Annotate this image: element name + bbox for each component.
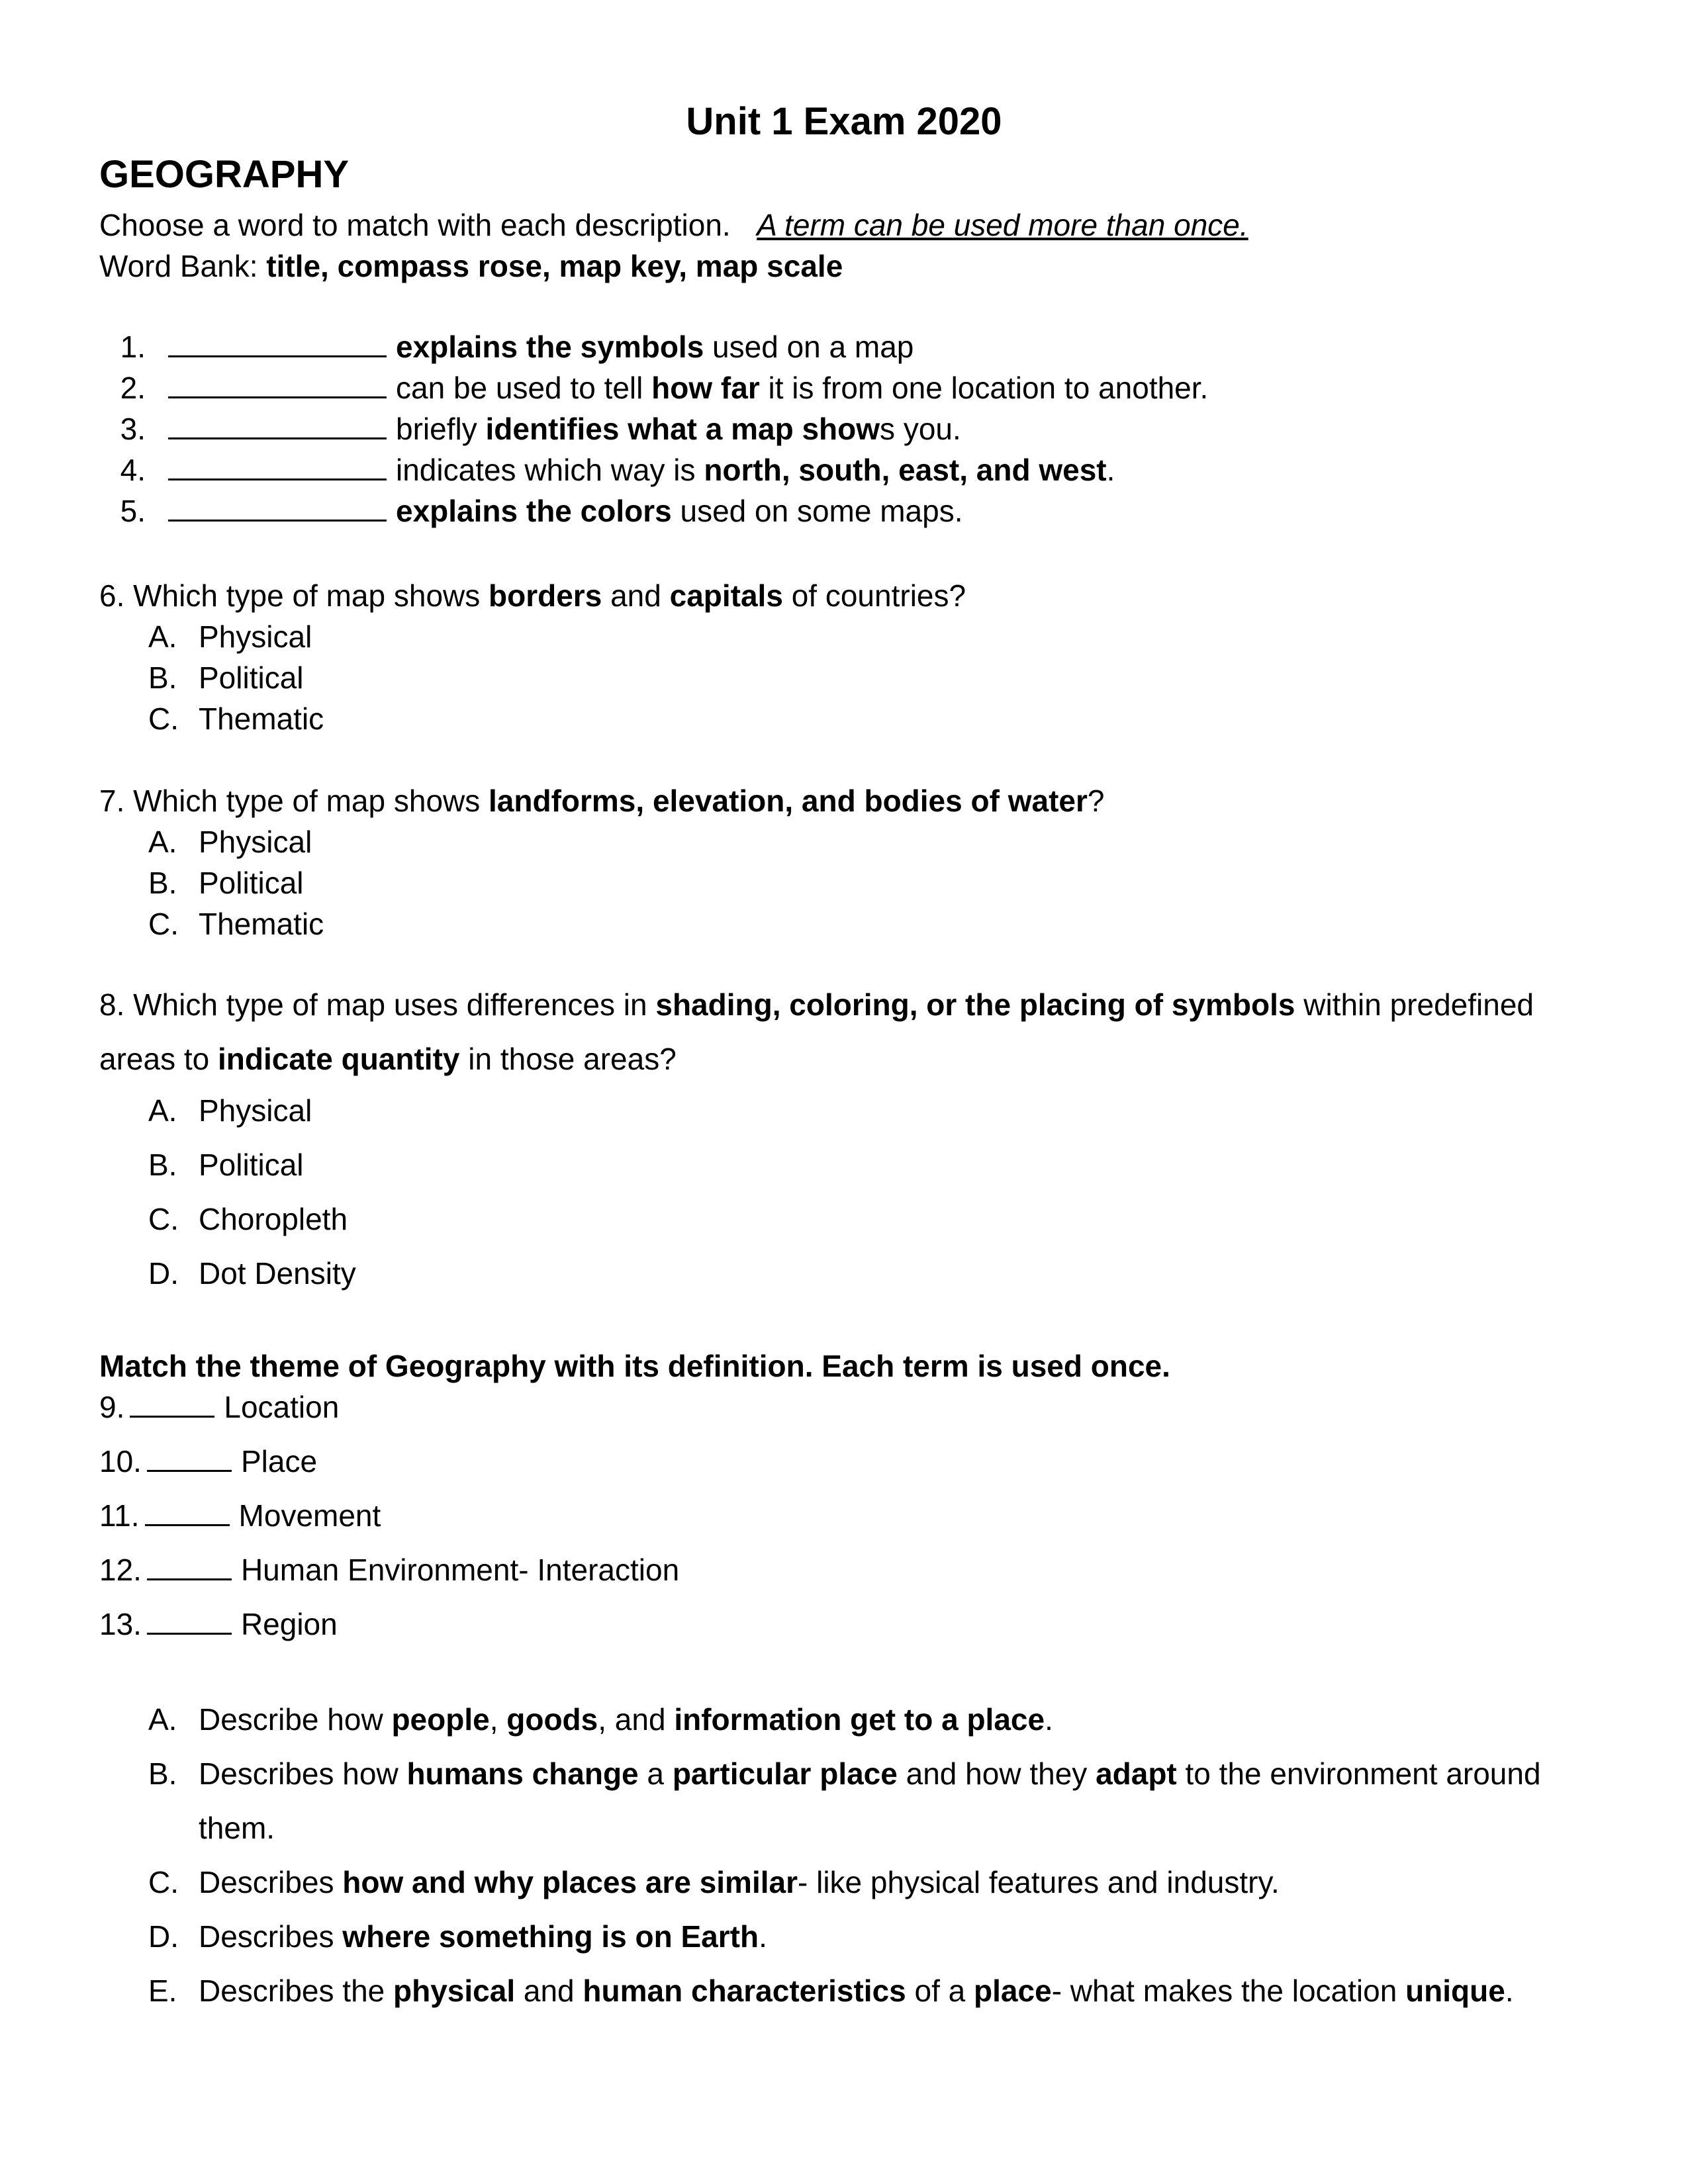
text-segment: . [1505,1974,1514,2008]
text-segment: physical [393,1974,516,2008]
instructions [99,206,1248,244]
text-segment: used on a map [704,330,914,364]
text-segment: and [515,1974,583,2008]
option-text: Political [199,1148,304,1182]
definition-letter: E. [148,1974,177,2008]
answer-blank[interactable] [145,1498,230,1526]
themes-heading: Match the theme of Geography with its definition. Each term is used once. [99,1349,1170,1383]
text-segment: where something is on Earth [342,1919,759,1954]
option-letter: B. [148,866,177,900]
option-letter: C. [148,702,179,736]
answer-option[interactable] [148,864,304,901]
text-segment: identifies what a map show [485,412,880,446]
text-segment: shading, coloring, or the placing of symbols [655,987,1295,1022]
item-number: 13. [99,1607,142,1641]
option-text: Political [199,660,304,695]
theme-item [99,1497,381,1534]
matching-item [99,369,1208,406]
answer-blank[interactable] [147,1443,232,1472]
text-segment: goods [506,1702,598,1737]
option-text: Physical [199,825,312,859]
definition-item [148,1701,1053,1738]
answer-option[interactable] [148,659,304,696]
text-segment: borders [489,578,602,613]
text-segment: adapt [1096,1756,1177,1791]
word-bank [99,248,843,285]
text-segment: how and why places are similar [342,1865,798,1899]
text-segment: to the environment around [1176,1756,1541,1791]
text-segment: , and [598,1702,675,1737]
definition-letter: C. [148,1865,179,1899]
text-segment: indicate quantity [218,1042,460,1076]
answer-blank[interactable] [147,1552,232,1580]
word-bank-terms: title, compass rose, map key, map scale [266,249,843,283]
theme-term: Human Environment- Interaction [240,1553,680,1587]
item-number: 3. [120,412,146,446]
text-segment: particular place [672,1756,898,1791]
answer-option[interactable] [148,618,312,655]
text-segment: and [602,578,670,613]
theme-item [99,1443,317,1480]
answer-option[interactable] [148,823,312,860]
text-segment: areas to [99,1042,218,1076]
text-segment: of countries? [782,578,966,613]
text-segment: used on some maps. [671,494,963,528]
text-segment: Describe how [199,1702,392,1737]
page-title: Unit 1 Exam 2020 [686,100,1002,143]
item-number: 12. [99,1553,142,1587]
option-letter: B. [148,660,177,695]
text-segment: in those areas? [459,1042,677,1076]
text-segment: Describes [199,1865,343,1899]
definition-continuation: them. [199,1811,275,1845]
option-text: Political [199,866,304,900]
text-segment: Describes how [199,1756,407,1791]
answer-blank[interactable] [130,1389,214,1418]
theme-item [99,1606,338,1643]
text-segment: people [391,1702,490,1737]
option-letter: B. [148,1148,177,1182]
option-letter: A. [148,1093,177,1128]
matching-item [99,410,961,447]
option-text: Physical [199,619,312,654]
definition-letter: D. [148,1919,179,1954]
option-letter: A. [148,619,177,654]
text-segment: north, south, east, and west [704,453,1107,487]
answer-blank[interactable] [168,370,387,398]
answer-option[interactable] [148,1146,304,1183]
answer-option[interactable] [148,700,324,737]
option-text: Physical [199,1093,312,1128]
text-segment: within predefined [1295,987,1534,1022]
text-segment: a [638,1756,673,1791]
answer-blank[interactable] [168,329,387,357]
definition-item [148,1755,1541,1792]
option-text: Choropleth [199,1202,348,1236]
text-segment: explains the colors [396,494,672,528]
text-segment: unique [1405,1974,1505,2008]
text-segment: how far [651,371,760,405]
item-number: 10. [99,1444,142,1479]
text-segment: , [489,1702,507,1737]
question-8-line-1 [99,986,1534,1023]
option-letter: D. [148,1256,179,1291]
theme-term: Place [240,1444,318,1479]
text-segment: explains the symbols [396,330,704,364]
text-segment: . [759,1919,767,1954]
text-segment: ? [1087,784,1105,818]
option-letter: A. [148,825,177,859]
item-number: 4. [120,453,146,487]
text-segment: information get to a place [674,1702,1045,1737]
answer-option[interactable] [148,1092,312,1129]
section-heading: GEOGRAPHY [99,153,350,196]
answer-option[interactable] [148,1201,348,1238]
text-segment: . [1045,1702,1053,1737]
text-segment: - what makes the location [1051,1974,1406,2008]
theme-item [99,1551,679,1588]
theme-term: Movement [238,1498,381,1533]
text-segment: can be used to tell [396,371,652,405]
question-8-line-2 [99,1040,677,1077]
item-number: 5. [120,494,146,528]
answer-blank[interactable] [168,493,387,522]
text-segment: briefly [396,412,486,446]
question-7 [99,782,1104,819]
option-text: Thematic [199,702,324,736]
text-segment: 7. Which type of map shows [99,784,489,818]
item-number: 9. [99,1390,125,1424]
answer-option[interactable] [148,905,324,942]
option-text: Thematic [199,907,324,941]
item-number: 11. [99,1498,140,1533]
text-segment: it is from one location to another. [759,371,1209,405]
matching-item [99,451,1115,488]
text-segment: place [974,1974,1052,2008]
text-segment: 8. Which type of map uses differences in [99,987,656,1022]
definition-letter: A. [148,1702,177,1737]
option-letter: C. [148,1202,179,1236]
item-number: 1. [120,330,146,364]
text-segment: s you. [880,412,961,446]
answer-blank[interactable] [147,1606,232,1635]
text-segment: landforms, elevation, and bodies of water [489,784,1088,818]
text-segment: humans change [406,1756,639,1791]
matching-item [99,492,963,529]
definition-item [148,1918,767,1955]
text-segment: indicates which way is [396,453,704,487]
definition-item [148,1864,1280,1901]
theme-item [99,1388,339,1426]
text-segment: of a [906,1974,974,2008]
item-number: 2. [120,371,146,405]
answer-blank[interactable] [168,411,387,439]
theme-term: Region [240,1607,338,1641]
option-letter: C. [148,907,179,941]
answer-option[interactable] [148,1255,356,1292]
text-segment: capitals [669,578,783,613]
text-segment: Describes [199,1919,343,1954]
text-segment: 6. Which type of map shows [99,578,489,613]
text-segment: human characteristics [583,1974,906,2008]
option-text: Dot Density [199,1256,356,1291]
definition-item [148,1972,1514,2009]
text-segment: - like physical features and industry. [798,1865,1280,1899]
definition-letter: B. [148,1756,177,1791]
answer-blank[interactable] [168,452,387,480]
question-6 [99,577,966,614]
text-segment: and how they [897,1756,1096,1791]
instructions-note: A term can be used more than once. [757,208,1248,242]
word-bank-label: Word Bank: [99,249,258,283]
matching-item [99,328,914,365]
text-segment: . [1106,453,1115,487]
text-segment: Describes the [199,1974,394,2008]
instructions-text: Choose a word to match with each description. [99,208,731,242]
theme-term: Location [224,1390,340,1424]
